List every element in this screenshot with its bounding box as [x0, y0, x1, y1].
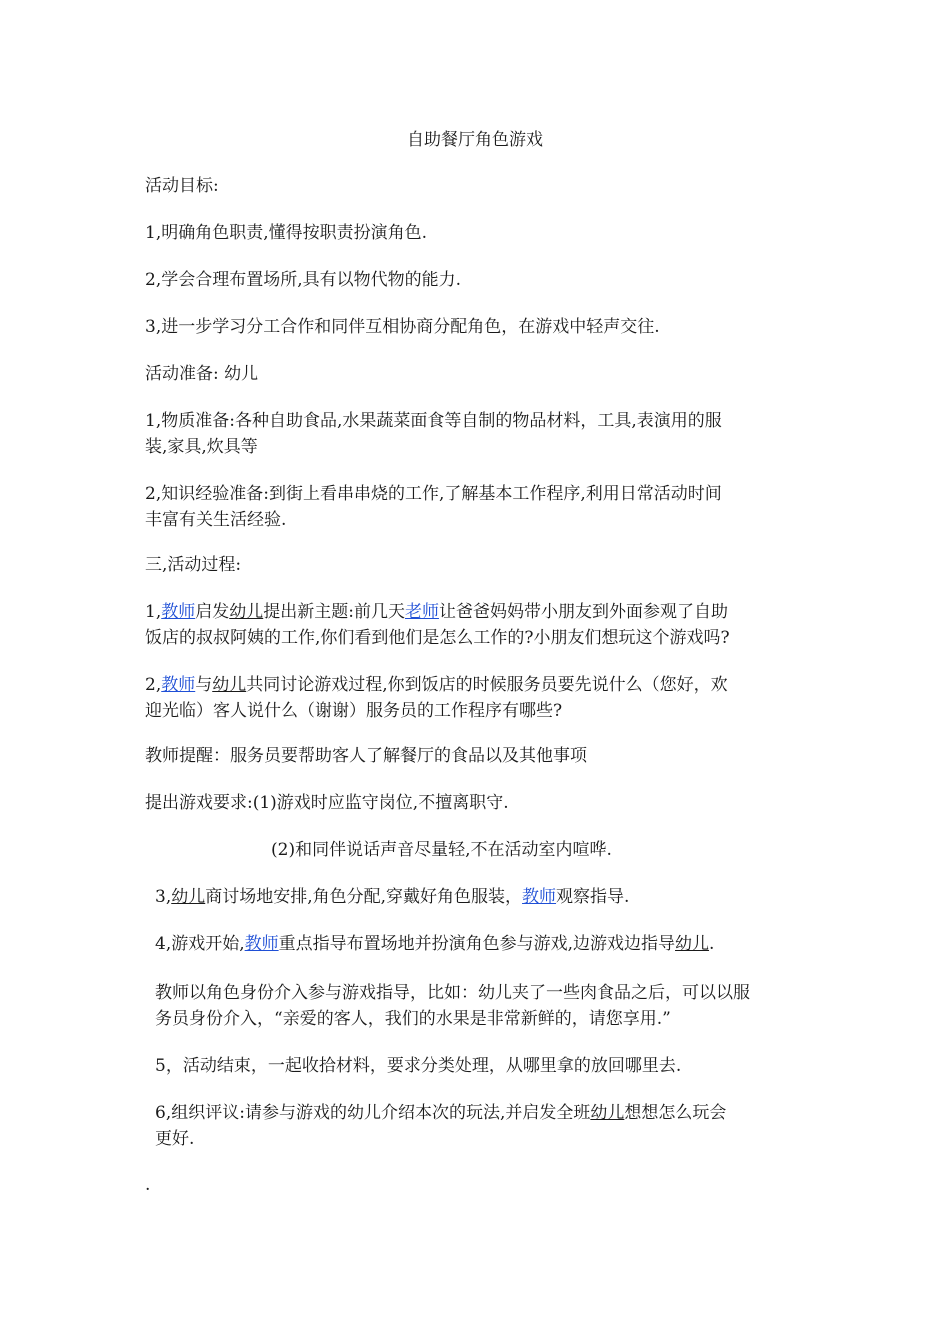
example-line1: 教师以角色身份介入参与游戏指导，比如：幼儿夹了一些肉食品之后，可以以服 [155, 983, 750, 1003]
step-2-text-b: 共同讨论游戏过程,你到饭店的时候服务员要先说什么（您好，欢 [246, 675, 728, 695]
step-4-text-a: 重点指导布置场地并扮演角色参与游戏,边游戏边指导 [278, 934, 676, 954]
step-2-text-a: 与 [195, 675, 213, 695]
step-6-text-a: 6,组织评议:请参与游戏的幼儿介绍本次的玩法,并启发全班 [155, 1103, 591, 1123]
child-term: 幼儿 [212, 675, 247, 695]
prep-2-line2: 丰富有关生活经验. [145, 510, 287, 530]
teacher-link[interactable]: 教师 [161, 602, 196, 622]
step-4 [155, 932, 714, 956]
child-term: 幼儿 [590, 1103, 625, 1123]
teacher-link[interactable]: 教师 [522, 887, 557, 907]
child-term: 幼儿 [675, 934, 710, 954]
step-2-prefix: 2, [145, 675, 162, 695]
prep-1-line1: 1,物质准备:各种自助食品,水果蔬菜面食等自制的物品材料，工具,表演用的服 [145, 411, 722, 431]
step-1-text-c: 让爸爸妈妈带小朋友到外面参观了自助 [438, 602, 728, 622]
example-line2: 务员身份介入，“亲爱的客人，我们的水果是非常新鲜的，请您享用.” [155, 1009, 671, 1029]
step-3-text-b: 观察指导. [556, 887, 630, 907]
step-1-prefix: 1, [145, 602, 162, 622]
end-mark: . [145, 1175, 151, 1195]
step-4-text-b: . [709, 934, 715, 954]
page-title: 自助餐厅角色游戏 [407, 130, 543, 150]
child-term: 幼儿 [171, 887, 206, 907]
step-5: 5，活动结束，一起收拾材料，要求分类处理，从哪里拿的放回哪里去. [155, 1056, 682, 1076]
step-1-line2: 饭店的叔叔阿姨的工作,你们看到他们是怎么工作的?小朋友们想玩这个游戏吗? [145, 628, 730, 648]
step-1-line1 [145, 600, 728, 624]
teacher-reminder: 教师提醒：服务员要帮助客人了解餐厅的食品以及其他事项 [145, 746, 587, 766]
step-6-line2: 更好. [155, 1129, 195, 1149]
child-term: 幼儿 [229, 602, 264, 622]
step-4-prefix: 4,游戏开始, [155, 934, 245, 954]
step-2-line2: 迎光临）客人说什么（谢谢）服务员的工作程序有哪些? [145, 701, 563, 721]
teacher-link[interactable]: 老师 [404, 602, 439, 622]
step-2-line1 [145, 673, 728, 697]
step-6-line1 [155, 1101, 726, 1125]
prep-1-line2: 装,家具,炊具等 [145, 437, 258, 457]
step-3 [155, 885, 629, 909]
goal-2: 2,学会合理布置场所,具有以物代物的能力. [145, 270, 462, 290]
teacher-link[interactable]: 教师 [161, 675, 196, 695]
step-6-text-b: 想想怎么玩会 [624, 1103, 727, 1123]
requirement-2: (2)和同伴说话声音尽量轻,不在活动室内喧哗. [271, 840, 612, 860]
teacher-link[interactable]: 教师 [244, 934, 279, 954]
prep-heading: 活动准备: 幼儿 [145, 364, 259, 384]
step-1-text-a: 启发 [195, 602, 230, 622]
goal-1: 1,明确角色职责,懂得按职责扮演角色. [145, 223, 428, 243]
prep-2-line1: 2,知识经验准备:到街上看串串烧的工作,了解基本工作程序,利用日常活动时间 [145, 484, 722, 504]
goal-3: 3,进一步学习分工合作和同伴互相协商分配角色，在游戏中轻声交往. [145, 317, 660, 337]
step-3-text-a: 商讨场地安排,角色分配,穿戴好角色服装， [205, 887, 523, 907]
goals-heading: 活动目标: [145, 176, 219, 196]
process-heading: 三,活动过程: [145, 555, 242, 575]
step-1-text-b: 提出新主题:前几天 [263, 602, 405, 622]
step-3-prefix: 3, [155, 887, 172, 907]
requirement-1: 提出游戏要求:(1)游戏时应监守岗位,不擅离职守. [145, 793, 509, 813]
